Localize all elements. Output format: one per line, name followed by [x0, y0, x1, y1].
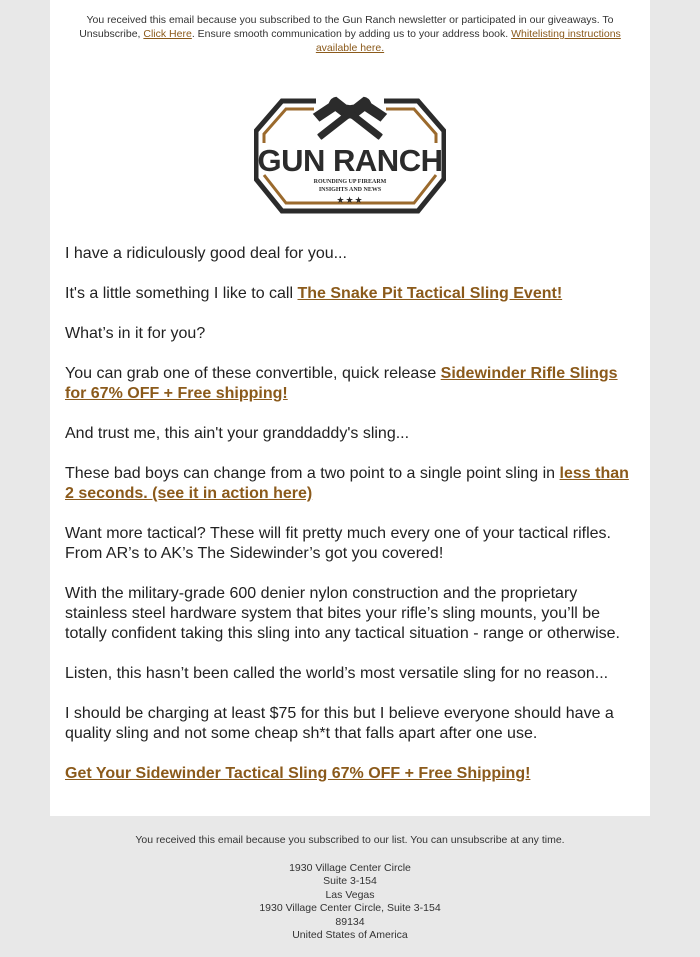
sidewinder-slings-link[interactable]: Sidewinder Rifle Slings for 67% OFF + Free shipping!: [65, 365, 618, 402]
preheader-text-1: You received this email because you subscribed to the Gun Ranch newsletter or participated in our giveaways. To Unsubscribe,: [79, 14, 614, 40]
paragraph-construction: With the military-grade 600 denier nylon construction and the proprietary stainless steel hardware system that bites your rifle’s sling mounts, you’ll be totally confident taking this sling into any tactical situation - range or otherwise.: [65, 585, 620, 642]
unsubscribe-link[interactable]: Click Here: [143, 28, 192, 40]
footer-address-line: 89134: [335, 915, 365, 928]
logo-graphic: [254, 79, 446, 219]
whitelisting-link[interactable]: Whitelisting instructions available here.: [315, 28, 621, 54]
logo-tagline-2: INSIGHTS AND NEWS: [318, 187, 382, 193]
paragraph-price: I should be charging at least $75 for this but I believe everyone should have a quality sling and not some cheap sh*t that falls apart after one use.: [65, 705, 614, 742]
paragraph-question: What’s in it for you?: [65, 325, 206, 342]
see-it-in-action-link[interactable]: less than 2 seconds. (see it in action here): [65, 465, 629, 502]
paragraph-offer-text: You can grab one of these convertible, quick release: [65, 365, 441, 382]
paragraph-intro: I have a ridiculously good deal for you...: [65, 245, 347, 262]
paragraph-event: [65, 284, 637, 304]
cta-link[interactable]: Get Your Sidewinder Tactical Sling 67% OFF + Free Shipping!: [65, 765, 531, 782]
footer: [0, 834, 700, 943]
preheader: [62, 13, 638, 55]
footer-address-line: United States of America: [292, 929, 408, 941]
snake-pit-event-link[interactable]: The Snake Pit Tactical Sling Event!: [297, 285, 563, 302]
paragraph-offer: [65, 364, 637, 404]
paragraph-event-text: It's a little something I like to call: [65, 285, 298, 302]
logo-tagline-1: ROUNDING UP FIREARM: [313, 179, 387, 185]
email-body: [65, 244, 637, 804]
footer-unsubscribe-note: You received this email because you subscribed to our list. You can unsubscribe at any time.: [135, 834, 565, 846]
footer-address-line: 1930 Village Center Circle: [289, 861, 411, 874]
paragraph-versatile: Listen, this hasn’t been called the world’s most versatile sling for no reason...: [65, 665, 609, 682]
footer-address-line: Suite 3-154: [323, 875, 377, 887]
logo-title: GUN RANCH: [257, 143, 443, 178]
footer-address-line: Las Vegas: [325, 888, 375, 901]
paragraph-convert-text: These bad boys can change from a two point to a single point sling in: [65, 465, 560, 482]
email-card: [50, 0, 650, 816]
paragraph-convert: [65, 464, 637, 504]
gun-ranch-logo[interactable]: [254, 79, 446, 219]
paragraph-cta: [65, 764, 637, 784]
preheader-text-2: . Ensure smooth communication by adding us to your address book.: [191, 28, 512, 40]
paragraph-tactical: Want more tactical? These will fit pretty much every one of your tactical rifles. From AR’s to AK’s The Sidewinder’s got you covered!: [65, 525, 611, 562]
logo-stars: ★★★: [336, 196, 364, 206]
paragraph-granddaddy: And trust me, this ain't your granddaddy's sling...: [65, 425, 410, 442]
footer-address-line: 1930 Village Center Circle, Suite 3-154: [259, 902, 441, 914]
